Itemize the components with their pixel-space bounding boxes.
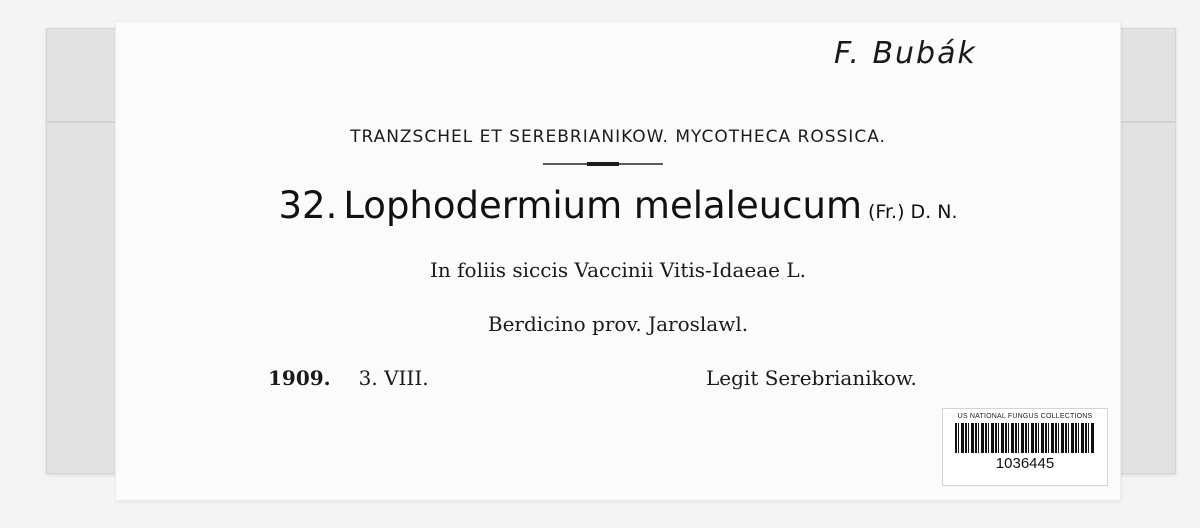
collector-text: Legit Serebrianikow. bbox=[706, 366, 917, 390]
locality-text: Berdicino prov. Jaroslawl. bbox=[487, 312, 749, 336]
species-authority: (Fr.) D. N. bbox=[868, 201, 958, 223]
header-divider-center bbox=[587, 162, 619, 166]
barcode-label bbox=[942, 408, 1108, 486]
header-divider bbox=[543, 163, 663, 165]
specimen-label bbox=[116, 22, 1120, 500]
collection-date bbox=[268, 366, 429, 390]
series-header: TRANZSCHEL ET SEREBRIANIKOW. MYCOTHECA ROSSICA. bbox=[350, 127, 886, 147]
specimen-number: 32. bbox=[278, 184, 338, 227]
barcode-title: US NATIONAL FUNGUS COLLECTIONS bbox=[957, 413, 1093, 420]
handwritten-collector-name: F. Bubák bbox=[834, 36, 977, 71]
species-line bbox=[116, 184, 1120, 227]
collection-year: 1909. bbox=[268, 366, 331, 390]
collection-day-month: 3. VIII. bbox=[358, 366, 429, 390]
substrate-text: In foliis siccis Vaccinii Vitis-Idaeae L. bbox=[430, 258, 806, 282]
species-name: Lophodermium melaleucum bbox=[343, 184, 862, 227]
barcode-icon bbox=[955, 423, 1095, 453]
barcode-number: 1036445 bbox=[995, 455, 1055, 472]
